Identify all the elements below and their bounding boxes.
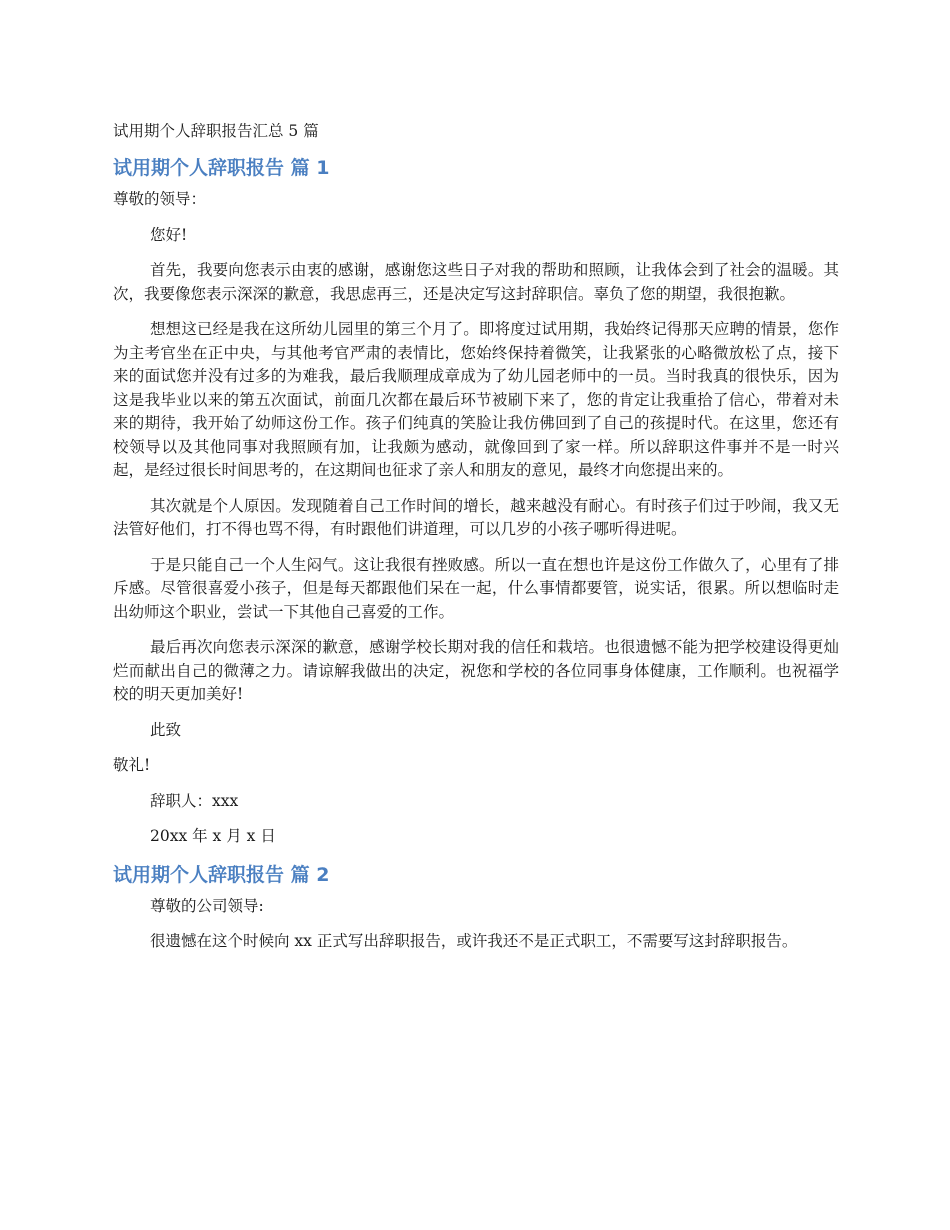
article-1-paragraph: 首先，我要向您表示由衷的感谢，感谢您这些日子对我的帮助和照顾，让我体会到了社会的温暖。其次，我要像您表示深深的歉意，我思虑再三，还是决定写这封辞职信。辜负了您的期望，我很抱歉。 — [113, 261, 839, 303]
article-1-greeting: 您好! — [150, 225, 188, 244]
article-1-respect: 敬礼! — [113, 756, 151, 774]
document-title: 试用期个人辞职报告汇总 5 篇 — [113, 122, 319, 140]
article-1 — [113, 154, 839, 849]
article-2-salutation: 尊敬的公司领导: — [150, 896, 264, 915]
article-1-paragraph: 想想这已经是我在这所幼儿园里的第三个月了。即将度过试用期，我始终记得那天应聘的情景，您作为主考官坐在正中央，与其他考官严肃的表情比，您始终保持着微笑，让我紧张的心略微放松了点，接下来的面试您并没有过多的为难我，最后我顺理成章成为了幼儿园老师中的一员。当时我真的很快乐，因为这是我毕业以来的第五次面试，前面几次都在最后环节被刷下来了，您的肯定让我重拾了信心，带着对未来的期待，我开始了幼师这份工作。孩子们纯真的笑脸让我仿佛回到了自己的孩提时代。在这里，您还有校领导以及其他同事对我照顾有加，让我颇为感动，就像回到了家一样。所以辞职这件事并不是一时兴起，是经过很长时间思考的，在这期间也征求了亲人和朋友的意见，最终才向您提出来的。 — [113, 320, 839, 479]
article-1-paragraph: 最后再次向您表示深深的歉意，感谢学校长期对我的信任和栽培。也很遗憾不能为把学校建设得更灿烂而献出自己的微薄之力。请谅解我做出的决定，祝您和学校的各位同事身体健康，工作顺利。也祝福学校的明天更加美好! — [113, 638, 839, 703]
article-1-closing: 此致 — [150, 720, 182, 739]
article-2-heading: 试用期个人辞职报告 篇 2 — [113, 863, 330, 886]
article-1-salutation: 尊敬的领导： — [113, 190, 207, 208]
article-1-heading: 试用期个人辞职报告 篇 1 — [113, 157, 330, 179]
article-1-signer: 辞职人：xxx — [150, 791, 239, 810]
article-1-paragraph: 于是只能自己一个人生闷气。这让我很有挫败感。所以一直在想也许是这份工作做久了，心里有了排斥感。尽管很喜爱小孩子，但是每天都跟他们呆在一起，什么事情都要管，说实话，很累。所以想临时走出幼师这个职业，尝试一下其他自己喜爱的工作。 — [113, 555, 839, 621]
article-1-date: 20xx 年 x 月 x 日 — [150, 827, 276, 845]
article-1-paragraph: 其次就是个人原因。发现随着自己工作时间的增长，越来越没有耐心。有时孩子们过于吵闹，我又无法管好他们，打不得也骂不得，有时跟他们讲道理，可以几岁的小孩子哪听得进呢。 — [113, 496, 839, 538]
article-2-paragraph: 很遗憾在这个时候向 xx 正式写出辞职报告，或许我还不是正式职工，不需要写这封辞职报告。 — [150, 932, 798, 950]
article-2 — [113, 861, 839, 954]
document-page — [113, 118, 839, 966]
